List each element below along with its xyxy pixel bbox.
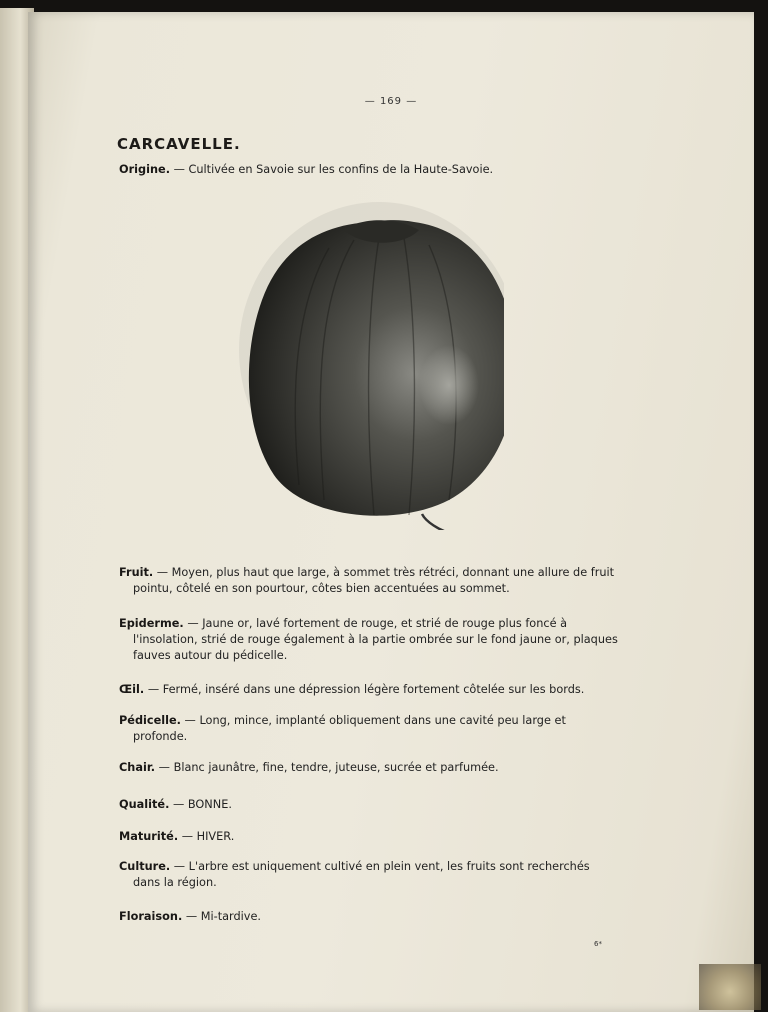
entry-text: — Fermé, inséré dans une dépression légère fortement côtelée sur les bords. [144,683,585,696]
entry-maturite [119,829,619,845]
entry-label: Maturité. [119,830,179,843]
origin-entry [119,162,653,178]
origin-text: — Cultivée en Savoie sur les confins de la Haute-Savoie. [170,163,494,176]
entry-text: — Moyen, plus haut que large, à sommet très rétréci, donnant une allure de fruit pointu, côtelé en son pourtour, côtes bien accentuées au sommet. [133,566,615,595]
entry-label: Chair. [119,761,156,774]
thumbnail-image [699,964,761,1010]
entry-label: Floraison. [119,910,183,923]
entry-qualite [119,797,619,813]
entry-fruit [119,565,619,597]
entry-chair [119,760,619,776]
book-page [28,12,754,1012]
entry-text: — BONNE. [169,798,232,811]
entry-label: Qualité. [119,798,170,811]
entry-epiderme [119,616,619,664]
signature-mark: 6* [594,940,602,948]
entry-label: Œil. [119,683,145,696]
entry-text: — L'arbre est uniquement cultivé en plein vent, les fruits sont recherchés dans la région. [133,860,590,889]
entry-floraison [119,909,619,925]
entry-text: — HIVER. [178,830,235,843]
entry-pedicelle [119,713,619,745]
page-title: CARCAVELLE. [117,135,241,153]
entry-text: — Blanc jaunâtre, fine, tendre, juteuse, sucrée et parfumée. [155,761,499,774]
entry-text: — Long, mince, implanté obliquement dans une cavité peu large et profonde. [133,714,566,743]
origin-label: Origine. [119,163,171,176]
entry-text: — Mi-tardive. [182,910,262,923]
entry-label: Pédicelle. [119,714,181,727]
entry-text: — Jaune or, lavé fortement de rouge, et strié de rouge plus foncé à l'insolation, strié de rouge également à la partie ombrée sur le fond jaune or, plaques fauves autour du pédicelle. [133,617,618,662]
entry-culture [119,859,619,891]
page-number: — 169 — [364,96,418,107]
apple-icon [204,200,504,530]
apple-illustration [204,200,504,530]
entry-oeil [119,682,619,698]
entry-label: Culture. [119,860,171,873]
entry-label: Fruit. [119,566,154,579]
entry-label: Epiderme. [119,617,184,630]
